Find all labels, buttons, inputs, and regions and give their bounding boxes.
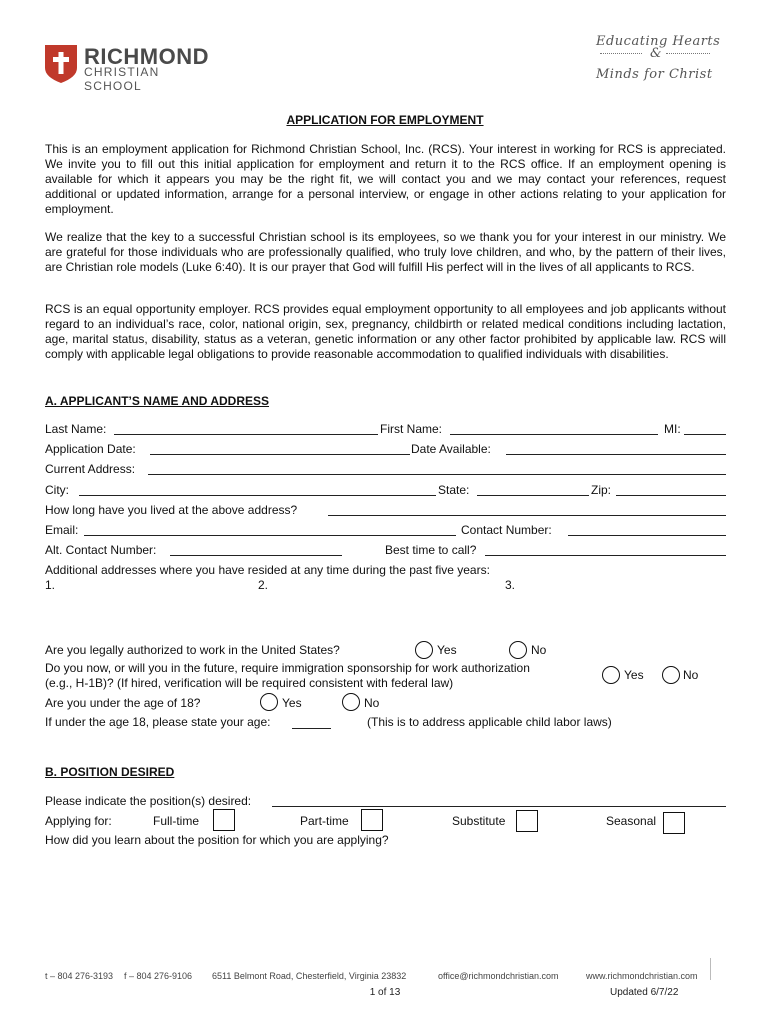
footer-address: 6511 Belmont Road, Chesterfield, Virginia 23832 xyxy=(212,971,407,981)
tagline-line-2: & xyxy=(650,46,663,61)
sponsorship-no-label: No xyxy=(683,668,699,682)
zip-field[interactable] xyxy=(616,495,726,496)
current-address-field[interactable] xyxy=(148,474,726,475)
footer-divider xyxy=(710,958,711,980)
under-18-yes-radio[interactable] xyxy=(260,693,278,711)
shield-cross-icon xyxy=(44,44,78,84)
state-age-label: If under the age 18, please state your age: xyxy=(45,715,271,729)
page-number: 1 of 13 xyxy=(369,987,401,998)
best-time-label: Best time to call? xyxy=(385,543,477,557)
mi-label: MI: xyxy=(664,422,681,436)
substitute-checkbox[interactable] xyxy=(516,810,538,832)
positions-desired-label: Please indicate the position(s) desired: xyxy=(45,794,252,808)
footer-phone: t – 804 276-3193 xyxy=(45,971,114,981)
intro-paragraph-1: This is an employment application for Richmond Christian School, Inc. (RCS). Your interest in working for RCS is appreciated. We invite you to fill out this initial application for employment and return it to the RCS office. If an employment opening is available for which it appears you may be the right fit, we will contact you and we may contact your references, request additional or updated information, arrange for a personal interview, or engage in other actions relating to your application for employment. xyxy=(45,142,726,216)
tagline-dots-left xyxy=(600,53,642,54)
school-logo xyxy=(44,44,214,93)
sponsorship-no-radio[interactable] xyxy=(662,666,680,684)
child-labor-note: (This is to address applicable child labor laws) xyxy=(367,715,612,729)
alt-contact-label: Alt. Contact Number: xyxy=(45,543,157,557)
how-long-field[interactable] xyxy=(328,515,726,516)
state-label: State: xyxy=(438,483,470,497)
positions-desired-field[interactable] xyxy=(272,806,726,807)
under-18-no-radio[interactable] xyxy=(342,693,360,711)
authorized-yes-label: Yes xyxy=(437,643,457,657)
application-date-field[interactable] xyxy=(150,454,410,455)
sponsorship-question-line-1: Do you now, or will you in the future, require immigration sponsorship for work authorization xyxy=(45,661,530,675)
email-label: Email: xyxy=(45,523,79,537)
age-field[interactable] xyxy=(292,728,331,729)
sponsorship-yes-radio[interactable] xyxy=(602,666,620,684)
contact-number-label: Contact Number: xyxy=(461,523,552,537)
under-18-question: Are you under the age of 18? xyxy=(45,696,201,710)
school-name: RICHMOND xyxy=(84,44,209,69)
authorized-no-radio[interactable] xyxy=(509,641,527,659)
last-name-field[interactable] xyxy=(114,434,378,435)
part-time-checkbox[interactable] xyxy=(361,809,383,831)
city-field[interactable] xyxy=(79,495,436,496)
how-learn-question: How did you learn about the position for which you are applying? xyxy=(45,833,389,847)
last-name-label: Last Name: xyxy=(45,422,107,436)
contact-number-field[interactable] xyxy=(568,535,726,536)
best-time-field[interactable] xyxy=(485,555,726,556)
document-title: APPLICATION FOR EMPLOYMENT xyxy=(286,113,484,127)
seasonal-checkbox[interactable] xyxy=(663,812,685,834)
school-subtitle: CHRISTIAN SCHOOL xyxy=(84,65,160,93)
mi-field[interactable] xyxy=(684,434,726,435)
footer-fax: f – 804 276-9106 xyxy=(124,971,193,981)
authorized-question: Are you legally authorized to work in the United States? xyxy=(45,643,340,657)
alt-contact-field[interactable] xyxy=(170,555,342,556)
applying-for-label: Applying for: xyxy=(45,814,112,828)
application-date-label: Application Date: xyxy=(45,442,136,456)
email-field[interactable] xyxy=(84,535,456,536)
full-time-label: Full-time xyxy=(153,814,200,828)
substitute-label: Substitute xyxy=(452,814,506,828)
additional-addresses-label: Additional addresses where you have resided at any time during the past five years: xyxy=(45,563,490,577)
part-time-label: Part-time xyxy=(300,814,349,828)
address-2-field[interactable]: 2. xyxy=(258,578,269,592)
date-available-label: Date Available: xyxy=(411,442,491,456)
authorized-yes-radio[interactable] xyxy=(415,641,433,659)
under-18-no-label: No xyxy=(364,696,380,710)
section-b-heading: B. POSITION DESIRED xyxy=(45,765,175,779)
tagline-line-3: Minds for Christ xyxy=(596,67,713,82)
zip-label: Zip: xyxy=(591,483,612,497)
address-3-field[interactable]: 3. xyxy=(505,578,516,592)
footer-email[interactable]: office@richmondchristian.com xyxy=(438,971,559,981)
sponsorship-question-line-2: (e.g., H-1B)? (If hired, verification will be required consistent with federal law) xyxy=(45,676,454,690)
footer-website[interactable]: www.richmondchristian.com xyxy=(586,971,698,981)
tagline-dots-right xyxy=(666,53,710,54)
first-name-label: First Name: xyxy=(380,422,443,436)
intro-paragraph-3: RCS is an equal opportunity employer. RCS provides equal employment opportunity to all employees and job applicants without regard to an individual’s race, color, national origin, sex, pregnancy, childbirth or related medical conditions including lactation, age, marital status, disability, status as a veteran, genetic information or any other factor prohibited by applicable law. RCS will comply with applicable legal obligations to provide reasonable accommodation to qualified individuals with disabilities. xyxy=(45,302,726,361)
under-18-yes-label: Yes xyxy=(282,696,302,710)
full-time-checkbox[interactable] xyxy=(213,809,235,831)
city-label: City: xyxy=(45,483,69,497)
intro-paragraph-2: We realize that the key to a successful Christian school is its employees, so we thank you for your interest in our ministry. We are grateful for those individuals who are professionally qualified, who truly love children, and who, by the pattern of their lives, are Christian role models (Luke 6:40). It is our prayer that God will fulfill His perfect will in the lives of all applicants to RCS. xyxy=(45,230,726,274)
tagline xyxy=(596,34,726,86)
seasonal-label: Seasonal xyxy=(606,814,657,828)
date-available-field[interactable] xyxy=(506,454,726,455)
current-address-label: Current Address: xyxy=(45,462,136,476)
first-name-field[interactable] xyxy=(450,434,658,435)
sponsorship-yes-label: Yes xyxy=(624,668,644,682)
section-a-heading: A. APPLICANT’S NAME AND ADDRESS xyxy=(45,394,270,408)
authorized-no-label: No xyxy=(531,643,547,657)
state-field[interactable] xyxy=(477,495,589,496)
how-long-label: How long have you lived at the above address? xyxy=(45,503,298,517)
updated-date: Updated 6/7/22 xyxy=(610,987,679,998)
tagline-line-1: Educating Hearts xyxy=(596,34,721,49)
address-1-field[interactable]: 1. xyxy=(45,578,56,592)
